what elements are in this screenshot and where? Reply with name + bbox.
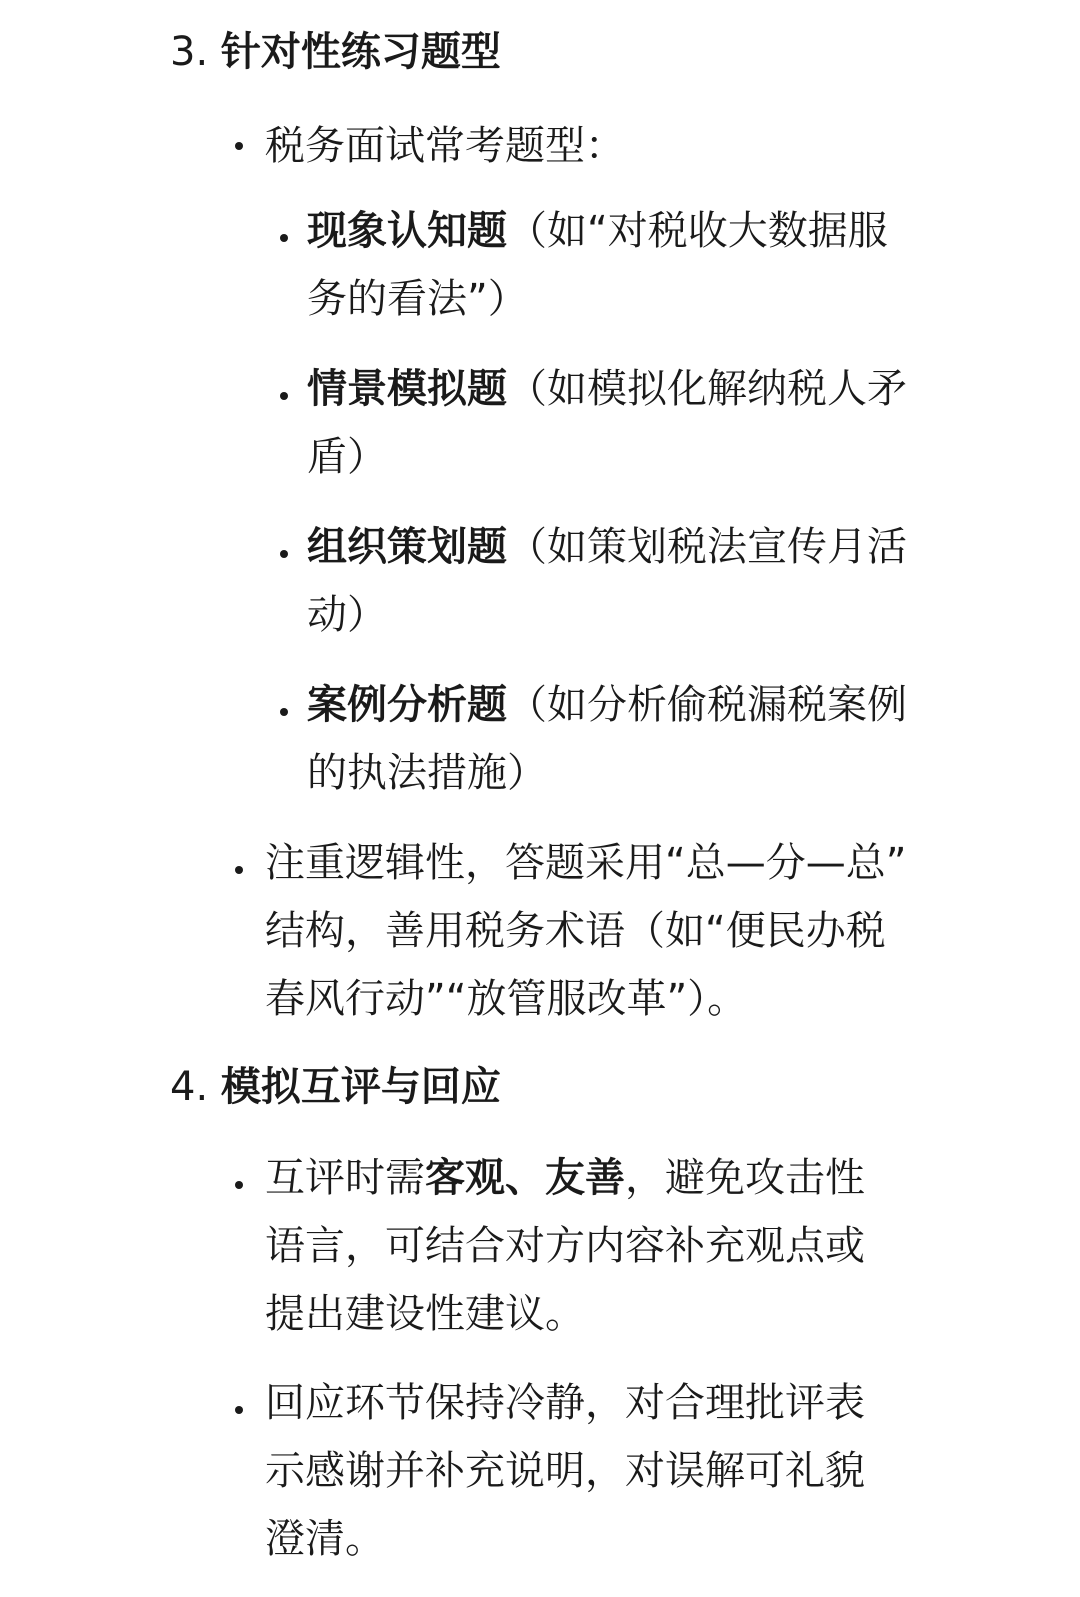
list-item <box>265 113 625 179</box>
list-item-cont <box>265 1438 865 1504</box>
list-item-text-cont: 提出建设性建议。 <box>265 1291 585 1337</box>
section-4-number: 4. <box>170 1064 209 1110</box>
question-type-desc-cont: 动） <box>307 592 387 638</box>
question-type-desc: （如分析偷税漏税案例 <box>507 682 907 728</box>
emphasis-text: 客观 <box>425 1155 505 1201</box>
bullet-dot <box>235 142 243 150</box>
list-item-text: 互评时需 <box>265 1155 425 1201</box>
question-type-desc: （如策划税法宣传月活 <box>507 524 907 570</box>
question-type-item <box>307 672 907 738</box>
list-item-text-cont: 示感谢并补充说明，对误解可礼貌 <box>265 1448 865 1494</box>
list-item-text: 回应环节保持冷静，对合理批评表 <box>265 1380 865 1426</box>
list-item-text-cont: 语言，可结合对方内容补充观点或 <box>265 1223 865 1269</box>
bullet-dot <box>280 234 288 242</box>
bullet-dot <box>280 708 288 716</box>
question-type-item <box>307 198 888 264</box>
question-type-name: 现象认知题 <box>307 208 507 254</box>
bullet-dot <box>235 1181 243 1189</box>
question-type-item-cont <box>307 424 387 490</box>
list-item-text: 注重逻辑性，答题采用“总—分—总” <box>265 840 907 886</box>
list-item-text: ，避免攻击性 <box>625 1155 865 1201</box>
question-type-desc-cont: 盾） <box>307 434 387 480</box>
section-4-title: 模拟互评与回应 <box>220 1064 501 1110</box>
question-type-name: 情景模拟题 <box>307 366 507 412</box>
list-item-text-cont: 结构，善用税务术语（如“便民办税 <box>265 908 886 954</box>
question-type-desc: （如模拟化解纳税人矛 <box>507 366 907 412</box>
bullet-dot <box>235 866 243 874</box>
question-type-desc-cont: 的执法措施） <box>307 750 547 796</box>
question-type-name: 组织策划题 <box>307 524 507 570</box>
list-item-cont <box>265 1213 865 1279</box>
question-type-item-cont <box>307 740 547 806</box>
bullet-dot <box>235 1406 243 1414</box>
list-item <box>265 1145 865 1211</box>
section-3-title: 针对性练习题型 <box>220 29 501 75</box>
question-type-name: 案例分析题 <box>307 682 507 728</box>
list-item-cont <box>265 966 747 1032</box>
list-item <box>265 830 906 896</box>
question-type-item <box>307 514 907 580</box>
section-4-heading <box>170 1063 501 1111</box>
list-item-text-cont: 澄清。 <box>265 1516 385 1562</box>
question-type-item <box>307 356 907 422</box>
list-item-cont <box>265 1506 385 1572</box>
question-type-item-cont <box>307 266 528 332</box>
emphasis-separator: 、 <box>505 1155 545 1201</box>
bullet-dot <box>280 392 288 400</box>
bullet-dot <box>280 550 288 558</box>
section-3-number: 3. <box>170 29 209 75</box>
list-item-text-cont: 春风行动”“放管服改革”）。 <box>265 976 748 1022</box>
question-type-desc: （如“对税收大数据服 <box>507 208 888 254</box>
list-item-cont <box>265 1281 585 1347</box>
list-item-text: 税务面试常考题型： <box>265 123 625 169</box>
list-item-cont <box>265 898 886 964</box>
question-type-desc-cont: 务的看法”） <box>307 276 528 322</box>
section-3-heading <box>170 28 501 76</box>
emphasis-text: 友善 <box>545 1155 625 1201</box>
list-item <box>265 1370 865 1436</box>
question-type-item-cont <box>307 582 387 648</box>
